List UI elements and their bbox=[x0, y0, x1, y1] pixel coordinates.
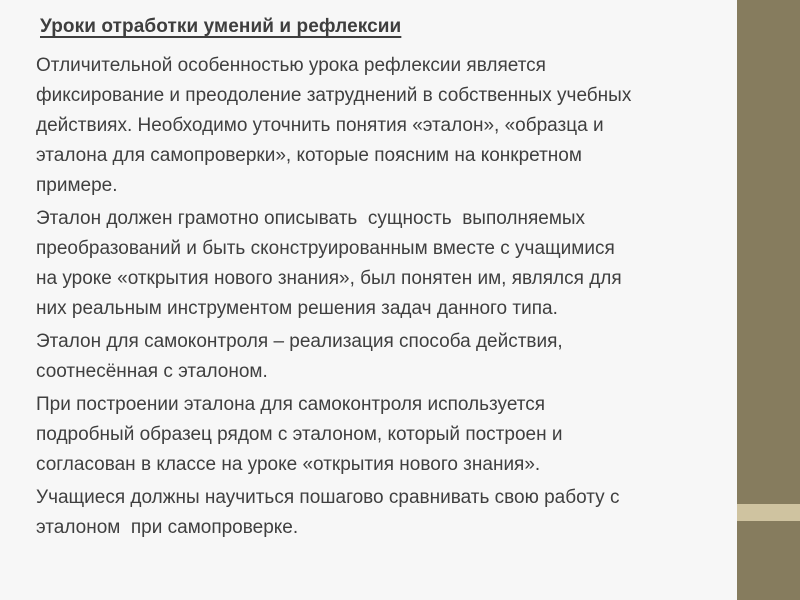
paragraph-line: них реальным инструментом решения задач данного типа. bbox=[36, 298, 558, 319]
paragraph-line: эталоном при самопроверке. bbox=[36, 517, 299, 538]
paragraph-line: действиях. Необходимо уточнить понятия «эталон», «образца и bbox=[36, 115, 604, 136]
paragraph-line: Эталон должен грамотно описывать сущность выполняемых bbox=[36, 208, 586, 229]
paragraph-line: эталона для самопроверки», которые поясним на конкретном bbox=[36, 145, 582, 166]
paragraph-1 bbox=[36, 51, 736, 201]
paragraph-line: Учащиеся должны научиться пошагово сравнивать свою работу с bbox=[36, 487, 620, 508]
slide-body bbox=[36, 51, 736, 546]
paragraph-line: согласован в классе на уроке «открытия нового знания». bbox=[36, 454, 541, 475]
paragraph-line: на уроке «открытия нового знания», был понятен им, являлся для bbox=[36, 268, 622, 289]
paragraph-5 bbox=[36, 483, 736, 543]
paragraph-line: фиксирование и преодоление затруднений в собственных учебных bbox=[36, 85, 632, 106]
paragraph-line: преобразований и быть сконструированным вместе с учащимися bbox=[36, 238, 615, 259]
paragraph-line: Эталон для самоконтроля – реализация способа действия, bbox=[36, 331, 563, 352]
paragraph-2 bbox=[36, 204, 736, 324]
paragraph-line: Отличительной особенностью урока рефлексии является bbox=[36, 55, 546, 76]
slide-title: Уроки отработки умений и рефлексии bbox=[40, 16, 402, 37]
paragraph-line: соотнесённая с эталоном. bbox=[36, 361, 268, 382]
decorative-side-block bbox=[737, 504, 800, 521]
paragraph-4 bbox=[36, 390, 736, 480]
paragraph-line: примере. bbox=[36, 175, 118, 196]
paragraph-line: При построении эталона для самоконтроля используется bbox=[36, 394, 546, 415]
paragraph-line: подробный образец рядом с эталоном, который построен и bbox=[36, 424, 563, 445]
paragraph-3 bbox=[36, 327, 736, 387]
